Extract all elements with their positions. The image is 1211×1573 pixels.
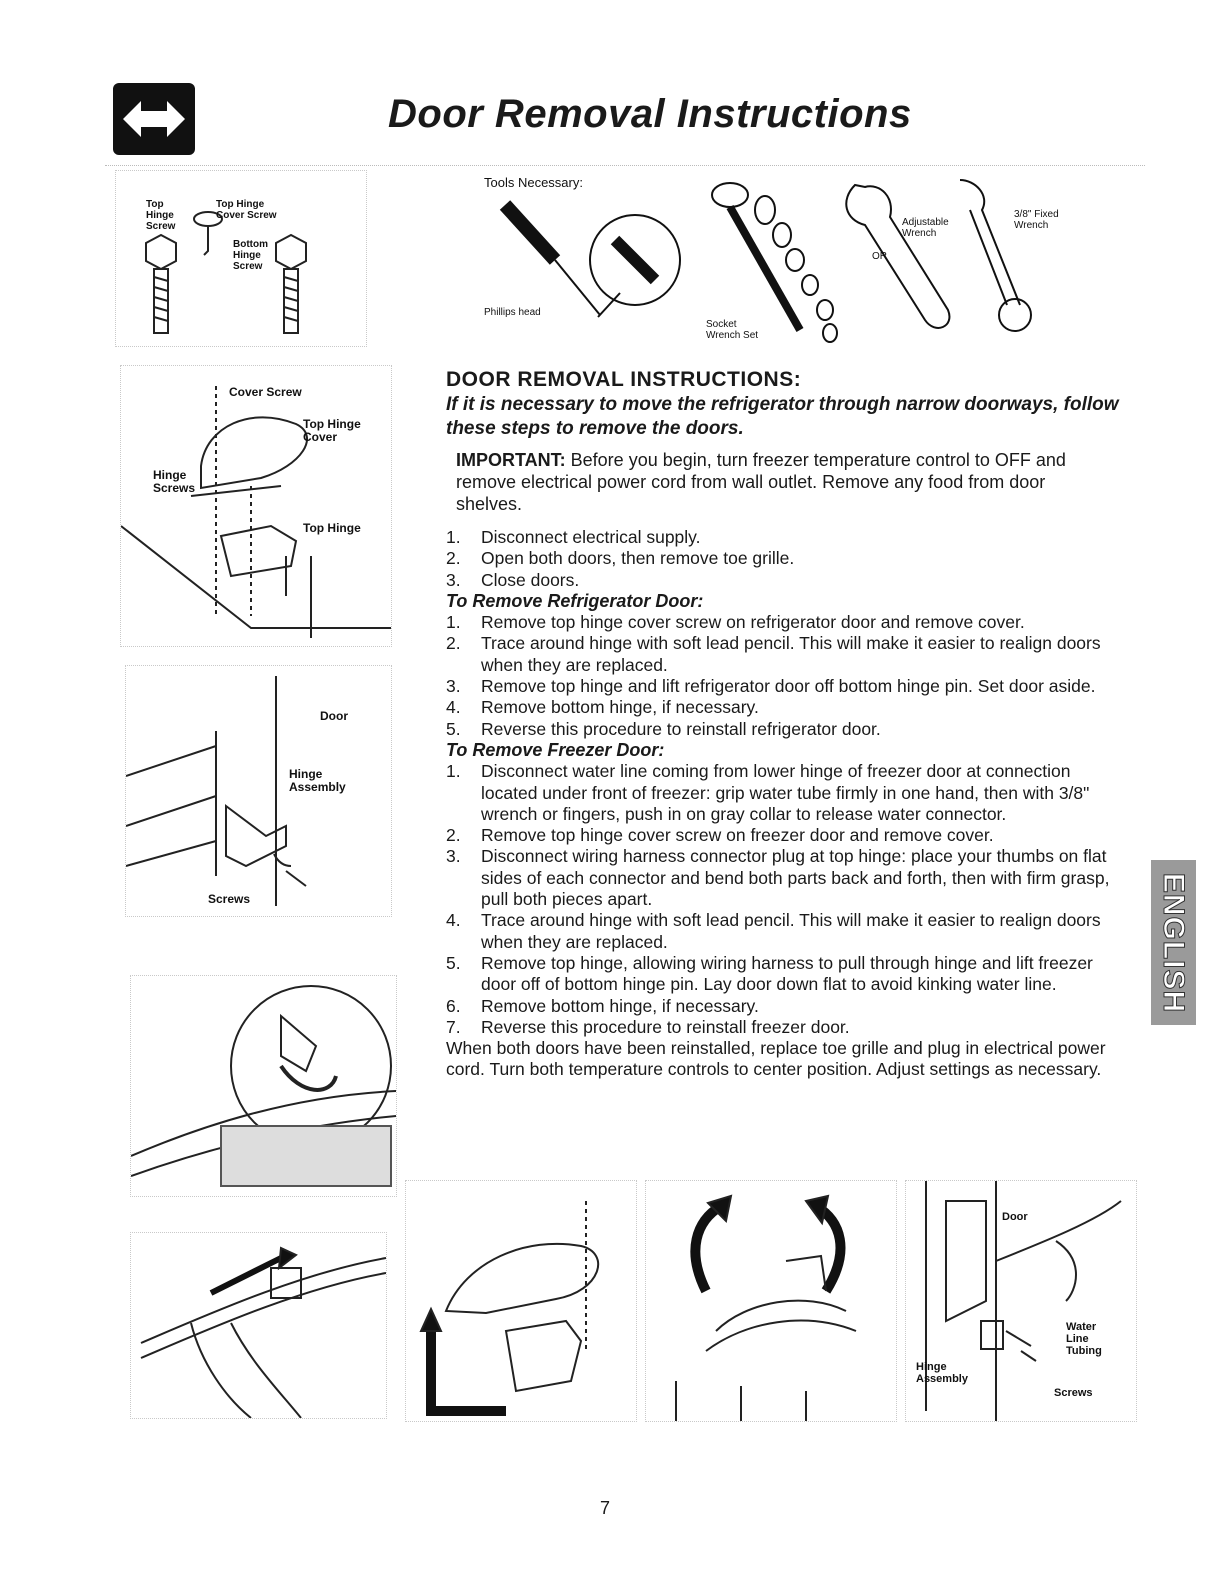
fixed-wrench-label: 3/8" Fixed Wrench xyxy=(1014,209,1059,231)
list-item: 2. Trace around hinge with soft lead pencil. This will make it easier to realign doors when they are replaced. xyxy=(446,633,1101,675)
closing-paragraph: When both doors have been reinstalled, replace toe grille and plug in electrical power cord. Turn both temperature controls to center position. Adjust settings as necessary. xyxy=(446,1038,1106,1080)
hinge-assembly-label: Hinge Assembly xyxy=(289,767,346,795)
screws-label: Screws xyxy=(1054,1387,1093,1399)
top-hinge-cover-label: Top Hinge Cover xyxy=(303,417,361,445)
important-note xyxy=(456,449,1111,515)
list-item: 1. Disconnect water line coming from lower hinge of freezer door at connection located under front of freezer: grip water tube firmly in one hand, then with 3/8" wrench or fingers, push in on gray collar to release water connector. xyxy=(446,761,1090,824)
list-item: 4. Remove bottom hinge, if necessary. xyxy=(446,697,759,718)
freezer-bottom-hinge-figure xyxy=(905,1180,1137,1422)
list-item: 2. Open both doors, then remove toe grille. xyxy=(446,548,795,569)
water-line-figure xyxy=(130,1232,387,1419)
freezer-steps-list xyxy=(446,761,1111,1038)
tools-label: Tools Necessary: xyxy=(484,175,583,190)
top-hinge-screw-label: Top Hinge Screw xyxy=(146,199,176,232)
intro-text: If it is necessary to move the refrigerator through narrow doorways, follow these steps to remove the doors. xyxy=(446,394,1119,439)
freezer-subheading: To Remove Freezer Door: xyxy=(446,739,665,760)
list-item: 1. Remove top hinge cover screw on refrigerator door and remove cover. xyxy=(446,612,1025,633)
hinge-assembly-label: Hinge Assembly xyxy=(916,1361,968,1386)
socket-label: Socket Wrench Set xyxy=(706,319,759,341)
page-number: 7 xyxy=(600,1498,611,1518)
language-tab-label: ENGLISH xyxy=(1157,872,1191,1013)
fridge-subheading: To Remove Refrigerator Door: xyxy=(446,590,704,611)
language-tab xyxy=(1151,860,1196,1025)
or-label: OR xyxy=(872,251,887,262)
top-hinge-figure xyxy=(120,365,392,647)
door-label: Door xyxy=(1002,1211,1028,1223)
bottom-hinge-screw-label: Bottom Hinge Screw xyxy=(233,239,268,272)
page-title: Door Removal Instructions xyxy=(388,92,912,136)
list-item: 5. Remove top hinge, allowing wiring harness to pull through hinge and lift freezer door off of bottom hinge pin. Lay door down flat to avoid kinking water line. xyxy=(446,952,1093,995)
top-hinge-cover-screw-label: Top Hinge Cover Screw xyxy=(216,199,277,221)
list-item: 5. Reverse this procedure to reinstall refrigerator door. xyxy=(446,718,881,739)
list-item: 4. Trace around hinge with soft lead pencil. This will make it easier to realign doors when they are replaced. xyxy=(446,910,1101,952)
general-steps-list xyxy=(446,527,1111,591)
hinge-screws-figure xyxy=(115,170,367,347)
door-label: Door xyxy=(320,709,348,723)
hinge-lift-figure xyxy=(645,1180,897,1422)
water-line-tubing-label: Water Line Tubing xyxy=(1066,1321,1102,1358)
adjustable-wrench-icon xyxy=(846,185,949,328)
hinge-cover-removal-figure xyxy=(405,1180,637,1422)
water-connector-figure xyxy=(130,975,397,1197)
list-item: 6. Remove bottom hinge, if necessary. xyxy=(446,995,759,1016)
double-arrow-icon xyxy=(113,83,195,155)
tools-figure xyxy=(470,165,1090,350)
list-item: 3. Disconnect wiring harness connector plug at top hinge: place your thumbs on flat sides of each connector and bend both parts back and forth, then with firm grasp, pull both pieces apart. xyxy=(446,846,1110,910)
fixed-wrench-icon xyxy=(960,180,1031,331)
adjustable-label: Adjustable Wrench xyxy=(902,217,949,239)
list-item: 7. Reverse this procedure to reinstall freezer door. xyxy=(446,1016,850,1037)
screwdriver-icon xyxy=(505,205,680,317)
fridge-steps-list xyxy=(446,612,1111,740)
list-item: 3. Remove top hinge and lift refrigerator door off bottom hinge pin. Set door aside. xyxy=(446,676,1096,697)
top-hinge-label: Top Hinge xyxy=(303,521,361,535)
important-text: Before you begin, turn freezer temperature control to OFF and remove electrical power cord from wall outlet. Remove any food from door shelves. xyxy=(456,450,1066,514)
phillips-label: Phillips head xyxy=(484,307,541,318)
cover-screw-label: Cover Screw xyxy=(229,385,302,399)
list-item: 3. Close doors. xyxy=(446,569,580,590)
list-item: 1. Disconnect electrical supply. xyxy=(446,527,701,547)
instructions-body xyxy=(446,527,1111,1081)
bottom-hinge-figure xyxy=(125,665,392,917)
hinge-screws-label: Hinge Screws xyxy=(153,468,196,496)
important-label: IMPORTANT: xyxy=(456,450,566,470)
section-heading: DOOR REMOVAL INSTRUCTIONS: xyxy=(446,368,802,391)
list-item: 2. Remove top hinge cover screw on freezer door and remove cover. xyxy=(446,825,994,846)
screws-label: Screws xyxy=(208,892,251,906)
